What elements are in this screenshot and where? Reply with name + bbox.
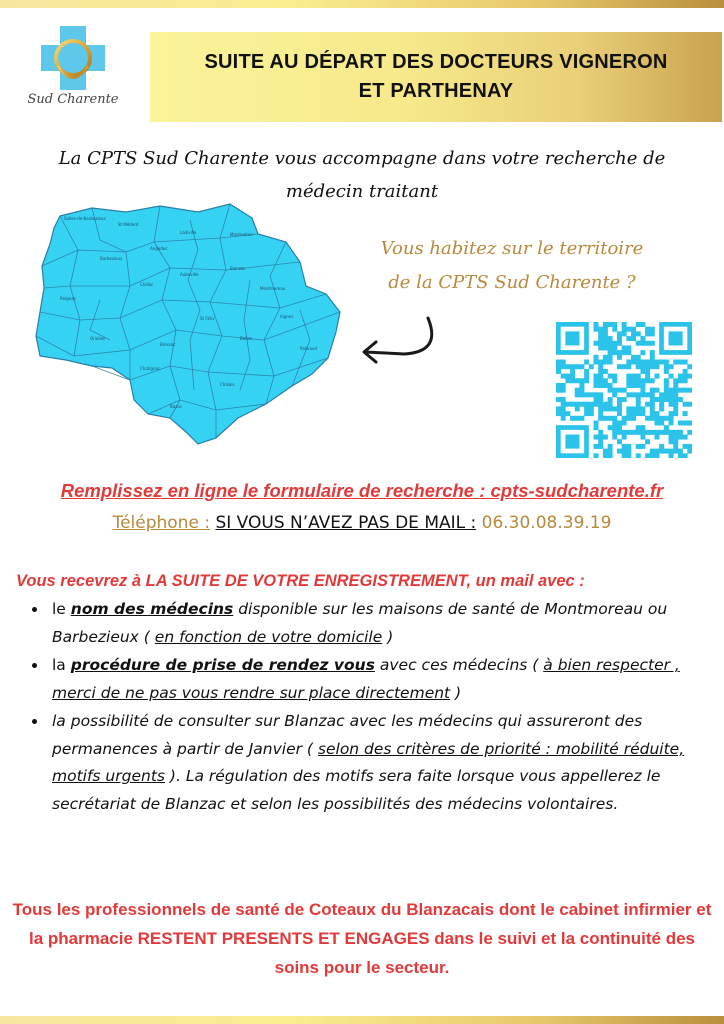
territory-map-icon (30, 190, 350, 450)
bullet-text: la possibilité de consulter sur Blanzac avec les médecins qui assureront des permanences à partir de Janvier ( (52, 712, 643, 758)
bottom-gold-bar (0, 1016, 724, 1024)
title-banner (150, 32, 722, 122)
svg-text:Bellon: Bellon (240, 336, 253, 341)
svg-text:Montmoreau: Montmoreau (260, 286, 286, 291)
mail-heading: Vous recevrez à LA SUITE DE VOTRE ENREGISTREMENT, un mail avec : (16, 572, 585, 590)
svg-text:St Médard: St Médard (118, 222, 139, 227)
form-link[interactable]: Remplissez en ligne le formulaire de recherche : cpts-sudcharente.fr (60, 480, 664, 501)
bullet-prefix: la (52, 656, 66, 674)
bullet-emphasis: nom des médecins (70, 600, 234, 618)
list-item (48, 652, 720, 707)
phone-no-mail-text: SI VOUS N’AVEZ PAS DE MAIL : (215, 513, 477, 533)
title-line-1: SUITE AU DÉPART DES DOCTEURS VIGNERON (204, 51, 668, 73)
svg-text:Chillac: Chillac (140, 282, 154, 287)
bullet-underline: selon des critères de priorité : mobilité réduite, motifs urgents (52, 739, 685, 785)
bullet-prefix: le (52, 600, 66, 618)
phone-line (0, 513, 724, 533)
svg-text:Aubeville: Aubeville (180, 272, 199, 277)
svg-text:Palluaud: Palluaud (300, 346, 317, 351)
question-line-1: Vous habitez sur le territoire (380, 238, 644, 259)
svg-text:Montmérac: Montmérac (230, 232, 253, 237)
bullet-suffix: ). La régulation des motifs sera faite lorsque vous appellerez le secrétariat de Blanzac et selon les possibilités des médecins volontaires. (52, 767, 661, 813)
info-list (28, 596, 720, 819)
list-item (48, 708, 720, 818)
bullet-underline: à bien respecter , merci de ne pas vous rendre sur place directement (52, 656, 680, 702)
svg-text:Chatignac: Chatignac (140, 366, 161, 371)
bullet-suffix: ) (455, 683, 462, 702)
title-line-2: ET PARTHENAY (358, 80, 514, 102)
svg-text:Reignac: Reignac (60, 296, 76, 301)
svg-text:Chalais: Chalais (220, 382, 235, 387)
phone-label: Téléphone : (112, 513, 211, 533)
bullet-underline: en fonction de votre domicile (154, 627, 383, 646)
bullet-suffix: ) (387, 627, 394, 646)
logo-tagline: Sud Charente (27, 92, 119, 107)
svg-text:Blanzac: Blanzac (230, 266, 246, 271)
bullet-emphasis: procédure de prise de rendez vous (70, 656, 375, 674)
svg-text:Salles-de-Barbezieux: Salles-de-Barbezieux (64, 216, 106, 221)
svg-text:Aignes: Aignes (280, 314, 294, 319)
bullet-text: avec ces médecins ( (379, 656, 539, 674)
svg-text:Oriolles: Oriolles (90, 336, 106, 341)
qr-code-icon[interactable] (556, 322, 692, 458)
svg-text:Ladiville: Ladiville (180, 230, 197, 235)
bullet-text: disponible sur les maisons de santé de Montmoreau ou Barbezieux ( (52, 600, 668, 646)
footer-note: Tous les professionnels de santé de Coteaux du Blanzacais dont le cabinet infirmier et la pharmacie RESTENT PRESENTS ET ENGAGES dans le suivi et la continuité des soins pour le secteur. (12, 900, 712, 977)
svg-text:Bazac: Bazac (170, 404, 182, 409)
curved-arrow-icon (352, 312, 442, 372)
svg-text:Angeduc: Angeduc (150, 246, 168, 251)
svg-text:St Félix: St Félix (200, 316, 215, 321)
list-item (48, 596, 720, 651)
intro-text: La CPTS Sud Charente vous accompagne dans votre recherche de médecin traitant (58, 148, 666, 202)
top-gold-bar (0, 0, 724, 8)
page-title (195, 48, 678, 106)
question-line-2: de la CPTS Sud Charente ? (388, 272, 636, 293)
svg-text:Brossac: Brossac (160, 342, 176, 347)
question-text (362, 232, 662, 300)
svg-text:Barbezieux: Barbezieux (100, 256, 123, 261)
phone-number[interactable]: 06.30.08.39.19 (481, 513, 612, 533)
